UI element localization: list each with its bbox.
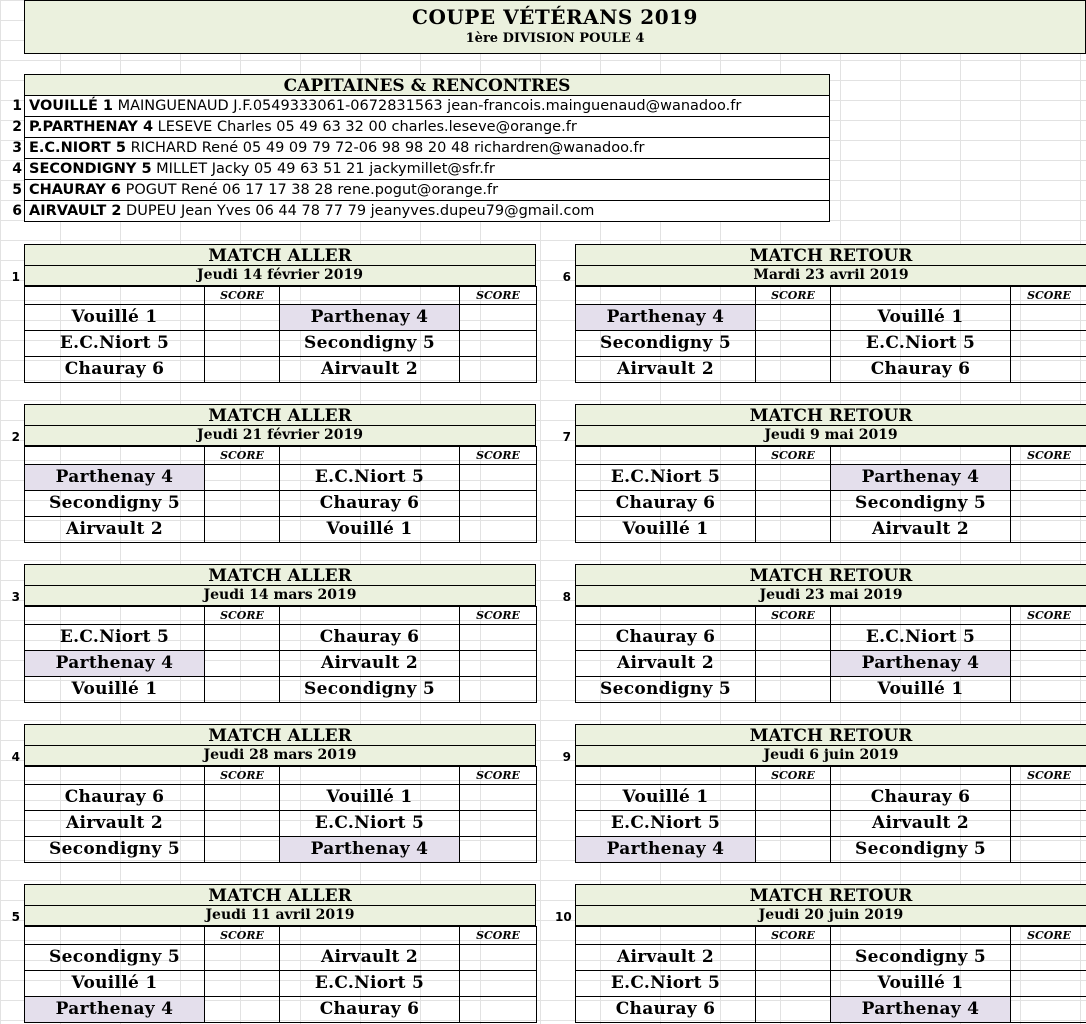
empty-header-cell	[831, 287, 1011, 305]
match-date: Jeudi 21 février 2019	[24, 426, 536, 446]
away-team[interactable]: Parthenay 4	[280, 837, 460, 863]
empty-header-cell	[280, 287, 460, 305]
home-score-cell[interactable]	[756, 811, 831, 837]
home-score-cell[interactable]	[205, 997, 280, 1023]
empty-header-cell	[576, 927, 756, 945]
match-table	[575, 286, 1086, 383]
away-score-cell[interactable]	[1011, 811, 1086, 837]
empty-header-cell	[25, 927, 205, 945]
score-header: SCORE	[756, 767, 831, 785]
empty-header-cell	[25, 607, 205, 625]
match-title: MATCH RETOUR	[575, 404, 1086, 426]
match-round-number: 2	[11, 430, 20, 444]
match-table	[575, 766, 1086, 863]
away-score-cell[interactable]	[1011, 465, 1086, 491]
fixture-row	[25, 677, 537, 703]
away-team[interactable]: Vouillé 1	[831, 305, 1011, 331]
home-team[interactable]: Airvault 2	[25, 811, 205, 837]
match-block	[24, 244, 536, 384]
captain-contact: MAINGUENAUD J.F.0549333061-0672831563 jean-francois.mainguenaud@wanadoo.fr	[112, 98, 742, 114]
home-score-cell[interactable]	[756, 677, 831, 703]
away-team[interactable]: E.C.Niort 5	[280, 465, 460, 491]
match-date: Jeudi 28 mars 2019	[24, 746, 536, 766]
captain-team: E.C.NIORT 5	[29, 140, 126, 156]
captain-team: AIRVAULT 2	[29, 203, 122, 219]
match-title: MATCH RETOUR	[575, 564, 1086, 586]
empty-header-cell	[831, 607, 1011, 625]
away-team[interactable]: Chauray 6	[831, 785, 1011, 811]
home-score-cell[interactable]	[756, 517, 831, 543]
captain-team: P.PARTHENAY 4	[29, 119, 154, 135]
home-team[interactable]: Chauray 6	[25, 357, 205, 383]
away-team[interactable]: Chauray 6	[280, 491, 460, 517]
match-title: MATCH RETOUR	[575, 724, 1086, 746]
away-score-cell[interactable]	[1011, 651, 1086, 677]
away-score-cell[interactable]	[1011, 677, 1086, 703]
fixture-row	[25, 997, 537, 1023]
fixture-row	[576, 625, 1086, 651]
home-team[interactable]: Airvault 2	[576, 651, 756, 677]
away-team[interactable]: Parthenay 4	[831, 465, 1011, 491]
match-block	[575, 724, 1086, 864]
home-score-cell[interactable]	[756, 651, 831, 677]
empty-header-cell	[831, 767, 1011, 785]
home-team[interactable]: Secondigny 5	[25, 945, 205, 971]
score-header: SCORE	[205, 447, 280, 465]
match-title: MATCH ALLER	[24, 724, 536, 746]
home-score-cell[interactable]	[756, 971, 831, 997]
away-team[interactable]: Airvault 2	[831, 517, 1011, 543]
captain-contact: MILLET Jacky 05 49 63 51 21 jackymillet@sfr.fr	[151, 161, 495, 177]
captain-row-number: 1	[12, 98, 22, 114]
away-team[interactable]: E.C.Niort 5	[280, 971, 460, 997]
captain-row-number: 5	[12, 182, 22, 198]
fixture-row	[25, 785, 537, 811]
match-block	[575, 404, 1086, 544]
fixture-row	[576, 971, 1086, 997]
match-date: Jeudi 23 mai 2019	[575, 586, 1086, 606]
away-score-cell[interactable]	[1011, 305, 1086, 331]
away-team[interactable]: Chauray 6	[831, 357, 1011, 383]
away-score-cell[interactable]	[460, 465, 537, 491]
fixture-row	[576, 837, 1086, 863]
captain-team: VOUILLÉ 1	[29, 98, 113, 114]
match-table	[24, 446, 537, 543]
score-header: SCORE	[1011, 447, 1086, 465]
home-team[interactable]: Vouillé 1	[576, 785, 756, 811]
away-score-cell[interactable]	[1011, 785, 1086, 811]
match-title: MATCH ALLER	[24, 564, 536, 586]
fixture-row	[576, 491, 1086, 517]
empty-header-cell	[576, 447, 756, 465]
home-score-cell[interactable]	[205, 811, 280, 837]
away-team[interactable]: Vouillé 1	[280, 785, 460, 811]
home-score-cell[interactable]	[205, 651, 280, 677]
score-header: SCORE	[756, 607, 831, 625]
away-score-cell[interactable]	[1011, 357, 1086, 383]
home-score-cell[interactable]	[756, 465, 831, 491]
fixture-row	[25, 651, 537, 677]
score-header: SCORE	[756, 287, 831, 305]
match-title: MATCH ALLER	[24, 884, 536, 906]
captains-title: CAPITAINES & RENCONTRES	[24, 74, 830, 96]
away-score-cell[interactable]	[460, 305, 537, 331]
home-score-cell[interactable]	[205, 331, 280, 357]
home-team[interactable]: Parthenay 4	[25, 997, 205, 1023]
home-score-cell[interactable]	[756, 785, 831, 811]
match-date: Jeudi 6 juin 2019	[575, 746, 1086, 766]
away-score-cell[interactable]	[460, 997, 537, 1023]
home-team[interactable]: Parthenay 4	[25, 651, 205, 677]
empty-header-cell	[25, 287, 205, 305]
match-round-number: 4	[11, 750, 20, 764]
away-score-cell[interactable]	[1011, 997, 1086, 1023]
score-header: SCORE	[205, 287, 280, 305]
fixture-row	[576, 677, 1086, 703]
home-score-cell[interactable]	[205, 357, 280, 383]
match-block	[24, 404, 536, 544]
match-block	[575, 564, 1086, 704]
home-score-cell[interactable]	[205, 971, 280, 997]
match-round-number: 1	[11, 270, 20, 284]
empty-header-cell	[831, 927, 1011, 945]
fixture-row	[576, 331, 1086, 357]
match-title: MATCH RETOUR	[575, 244, 1086, 266]
match-round-number: 5	[11, 910, 20, 924]
captain-row-number: 6	[12, 203, 22, 219]
score-header: SCORE	[460, 447, 537, 465]
fixture-row	[576, 945, 1086, 971]
home-team[interactable]: Chauray 6	[25, 785, 205, 811]
away-team[interactable]: Airvault 2	[280, 357, 460, 383]
home-score-cell[interactable]	[205, 517, 280, 543]
empty-header-cell	[831, 447, 1011, 465]
page-title: COUPE VÉTÉRANS 2019	[412, 5, 698, 29]
match-date: Mardi 23 avril 2019	[575, 266, 1086, 286]
home-score-cell[interactable]	[205, 625, 280, 651]
home-score-cell[interactable]	[205, 305, 280, 331]
home-team[interactable]: Airvault 2	[25, 517, 205, 543]
away-team[interactable]: Secondigny 5	[280, 331, 460, 357]
match-table	[575, 606, 1086, 703]
home-team[interactable]: Secondigny 5	[25, 491, 205, 517]
match-block	[575, 244, 1086, 384]
fixture-row	[25, 837, 537, 863]
home-team[interactable]: Parthenay 4	[25, 465, 205, 491]
home-team[interactable]: Chauray 6	[576, 997, 756, 1023]
home-score-cell[interactable]	[756, 625, 831, 651]
captain-contact: POGUT René 06 17 17 38 28 rene.pogut@orange.fr	[120, 182, 499, 198]
away-score-cell[interactable]	[460, 625, 537, 651]
home-score-cell[interactable]	[205, 491, 280, 517]
away-score-cell[interactable]	[1011, 945, 1086, 971]
empty-header-cell	[25, 767, 205, 785]
match-date: Jeudi 11 avril 2019	[24, 906, 536, 926]
match-title: MATCH RETOUR	[575, 884, 1086, 906]
match-round-number: 10	[555, 910, 572, 924]
match-date: Jeudi 20 juin 2019	[575, 906, 1086, 926]
away-team[interactable]: E.C.Niort 5	[280, 811, 460, 837]
away-team[interactable]: Secondigny 5	[280, 677, 460, 703]
fixture-row	[25, 517, 537, 543]
fixture-row	[25, 331, 537, 357]
captain-row[interactable]	[24, 117, 830, 138]
captain-row[interactable]	[24, 159, 830, 180]
match-table	[575, 926, 1086, 1023]
fixture-row	[25, 357, 537, 383]
away-score-cell[interactable]	[1011, 837, 1086, 863]
away-team[interactable]: Chauray 6	[280, 997, 460, 1023]
fixture-row	[576, 305, 1086, 331]
home-score-cell[interactable]	[205, 945, 280, 971]
empty-header-cell	[280, 447, 460, 465]
home-score-cell[interactable]	[756, 491, 831, 517]
match-table	[24, 286, 537, 383]
away-score-cell[interactable]	[460, 677, 537, 703]
away-score-cell[interactable]	[460, 811, 537, 837]
away-score-cell[interactable]	[1011, 625, 1086, 651]
home-team[interactable]: Secondigny 5	[25, 837, 205, 863]
away-team[interactable]: Secondigny 5	[831, 491, 1011, 517]
score-header: SCORE	[756, 927, 831, 945]
fixture-row	[576, 357, 1086, 383]
empty-header-cell	[280, 927, 460, 945]
match-round-number: 7	[562, 430, 571, 444]
captain-row[interactable]	[24, 201, 830, 222]
match-round-number: 6	[562, 270, 571, 284]
away-score-cell[interactable]	[1011, 331, 1086, 357]
match-table	[575, 446, 1086, 543]
empty-header-cell	[280, 767, 460, 785]
home-team[interactable]: Vouillé 1	[25, 305, 205, 331]
match-block	[24, 884, 536, 1024]
away-score-cell[interactable]	[1011, 971, 1086, 997]
home-team[interactable]: E.C.Niort 5	[25, 331, 205, 357]
away-team[interactable]: Parthenay 4	[280, 305, 460, 331]
away-score-cell[interactable]	[460, 357, 537, 383]
home-team[interactable]: E.C.Niort 5	[25, 625, 205, 651]
fixture-row	[25, 625, 537, 651]
home-score-cell[interactable]	[205, 785, 280, 811]
empty-header-cell	[576, 767, 756, 785]
fixture-row	[25, 491, 537, 517]
home-team[interactable]: Parthenay 4	[576, 305, 756, 331]
away-score-cell[interactable]	[460, 517, 537, 543]
match-round-number: 8	[562, 590, 571, 604]
home-team[interactable]: E.C.Niort 5	[576, 465, 756, 491]
match-table	[24, 926, 537, 1023]
home-score-cell[interactable]	[205, 677, 280, 703]
match-date: Jeudi 14 mars 2019	[24, 586, 536, 606]
home-team[interactable]: Vouillé 1	[576, 517, 756, 543]
away-score-cell[interactable]	[1011, 491, 1086, 517]
home-team[interactable]: Airvault 2	[576, 357, 756, 383]
match-title: MATCH ALLER	[24, 404, 536, 426]
score-header: SCORE	[460, 767, 537, 785]
away-team[interactable]: Chauray 6	[280, 625, 460, 651]
captain-row-number: 2	[12, 119, 22, 135]
fixture-row	[25, 945, 537, 971]
captain-contact: DUPEU Jean Yves 06 44 78 77 79 jeanyves.dupeu79@gmail.com	[121, 203, 595, 219]
captain-contact: RICHARD René 05 49 09 79 72-06 98 98 20 48 richardren@wanadoo.fr	[125, 140, 645, 156]
fixture-row	[25, 971, 537, 997]
match-block	[24, 564, 536, 704]
away-team[interactable]: Vouillé 1	[831, 677, 1011, 703]
away-team[interactable]: Airvault 2	[280, 651, 460, 677]
home-team[interactable]: E.C.Niort 5	[576, 811, 756, 837]
captain-row[interactable]	[24, 138, 830, 159]
home-team[interactable]: E.C.Niort 5	[576, 971, 756, 997]
fixture-row	[576, 811, 1086, 837]
fixture-row	[25, 465, 537, 491]
match-table	[24, 606, 537, 703]
fixture-row	[25, 305, 537, 331]
match-block	[24, 724, 536, 864]
away-score-cell[interactable]	[460, 971, 537, 997]
fixture-row	[576, 517, 1086, 543]
score-header: SCORE	[460, 287, 537, 305]
fixture-row	[576, 465, 1086, 491]
home-team[interactable]: Vouillé 1	[25, 971, 205, 997]
away-team[interactable]: E.C.Niort 5	[831, 625, 1011, 651]
away-score-cell[interactable]	[460, 945, 537, 971]
score-header: SCORE	[205, 607, 280, 625]
home-score-cell[interactable]	[756, 305, 831, 331]
away-team[interactable]: Secondigny 5	[831, 837, 1011, 863]
score-header: SCORE	[756, 447, 831, 465]
away-score-cell[interactable]	[460, 837, 537, 863]
score-header: SCORE	[205, 927, 280, 945]
captain-row-number: 4	[12, 161, 22, 177]
away-score-cell[interactable]	[460, 331, 537, 357]
away-team[interactable]: E.C.Niort 5	[831, 331, 1011, 357]
match-block	[575, 884, 1086, 1024]
home-score-cell[interactable]	[756, 997, 831, 1023]
score-header: SCORE	[460, 607, 537, 625]
match-date: Jeudi 14 février 2019	[24, 266, 536, 286]
away-score-cell[interactable]	[460, 651, 537, 677]
away-team[interactable]: Vouillé 1	[280, 517, 460, 543]
away-team[interactable]: Vouillé 1	[831, 971, 1011, 997]
score-header: SCORE	[460, 927, 537, 945]
away-team[interactable]: Parthenay 4	[831, 651, 1011, 677]
empty-header-cell	[576, 287, 756, 305]
away-score-cell[interactable]	[460, 491, 537, 517]
fixture-row	[25, 811, 537, 837]
home-score-cell[interactable]	[756, 331, 831, 357]
home-team[interactable]: Parthenay 4	[576, 837, 756, 863]
away-score-cell[interactable]	[1011, 517, 1086, 543]
away-team[interactable]: Secondigny 5	[831, 945, 1011, 971]
home-team[interactable]: Airvault 2	[576, 945, 756, 971]
empty-header-cell	[280, 607, 460, 625]
away-team[interactable]: Parthenay 4	[831, 997, 1011, 1023]
page-subtitle: 1ère DIVISION POULE 4	[465, 31, 645, 46]
fixture-row	[576, 997, 1086, 1023]
match-table	[24, 766, 537, 863]
score-header: SCORE	[1011, 607, 1086, 625]
score-header: SCORE	[205, 767, 280, 785]
captain-row[interactable]	[24, 180, 830, 201]
away-team[interactable]: Airvault 2	[831, 811, 1011, 837]
fixture-row	[576, 785, 1086, 811]
captain-contact: LESEVE Charles 05 49 63 32 00 charles.leseve@orange.fr	[153, 119, 577, 135]
score-header: SCORE	[1011, 927, 1086, 945]
home-team[interactable]: Vouillé 1	[25, 677, 205, 703]
home-team[interactable]: Secondigny 5	[576, 677, 756, 703]
away-team[interactable]: Airvault 2	[280, 945, 460, 971]
captain-team: CHAURAY 6	[29, 182, 121, 198]
empty-header-cell	[576, 607, 756, 625]
home-score-cell[interactable]	[756, 357, 831, 383]
captain-row-number: 3	[12, 140, 22, 156]
empty-header-cell	[25, 447, 205, 465]
sheet-header	[24, 0, 1086, 54]
captain-row[interactable]	[24, 96, 830, 117]
home-score-cell[interactable]	[756, 837, 831, 863]
score-header: SCORE	[1011, 767, 1086, 785]
home-score-cell[interactable]	[205, 837, 280, 863]
score-header: SCORE	[1011, 287, 1086, 305]
captain-team: SECONDIGNY 5	[29, 161, 152, 177]
match-round-number: 3	[11, 590, 20, 604]
match-round-number: 9	[562, 750, 571, 764]
match-title: MATCH ALLER	[24, 244, 536, 266]
home-score-cell[interactable]	[205, 465, 280, 491]
home-team[interactable]: Chauray 6	[576, 625, 756, 651]
match-date: Jeudi 9 mai 2019	[575, 426, 1086, 446]
home-team[interactable]: Chauray 6	[576, 491, 756, 517]
home-team[interactable]: Secondigny 5	[576, 331, 756, 357]
away-score-cell[interactable]	[460, 785, 537, 811]
home-score-cell[interactable]	[756, 945, 831, 971]
fixture-row	[576, 651, 1086, 677]
